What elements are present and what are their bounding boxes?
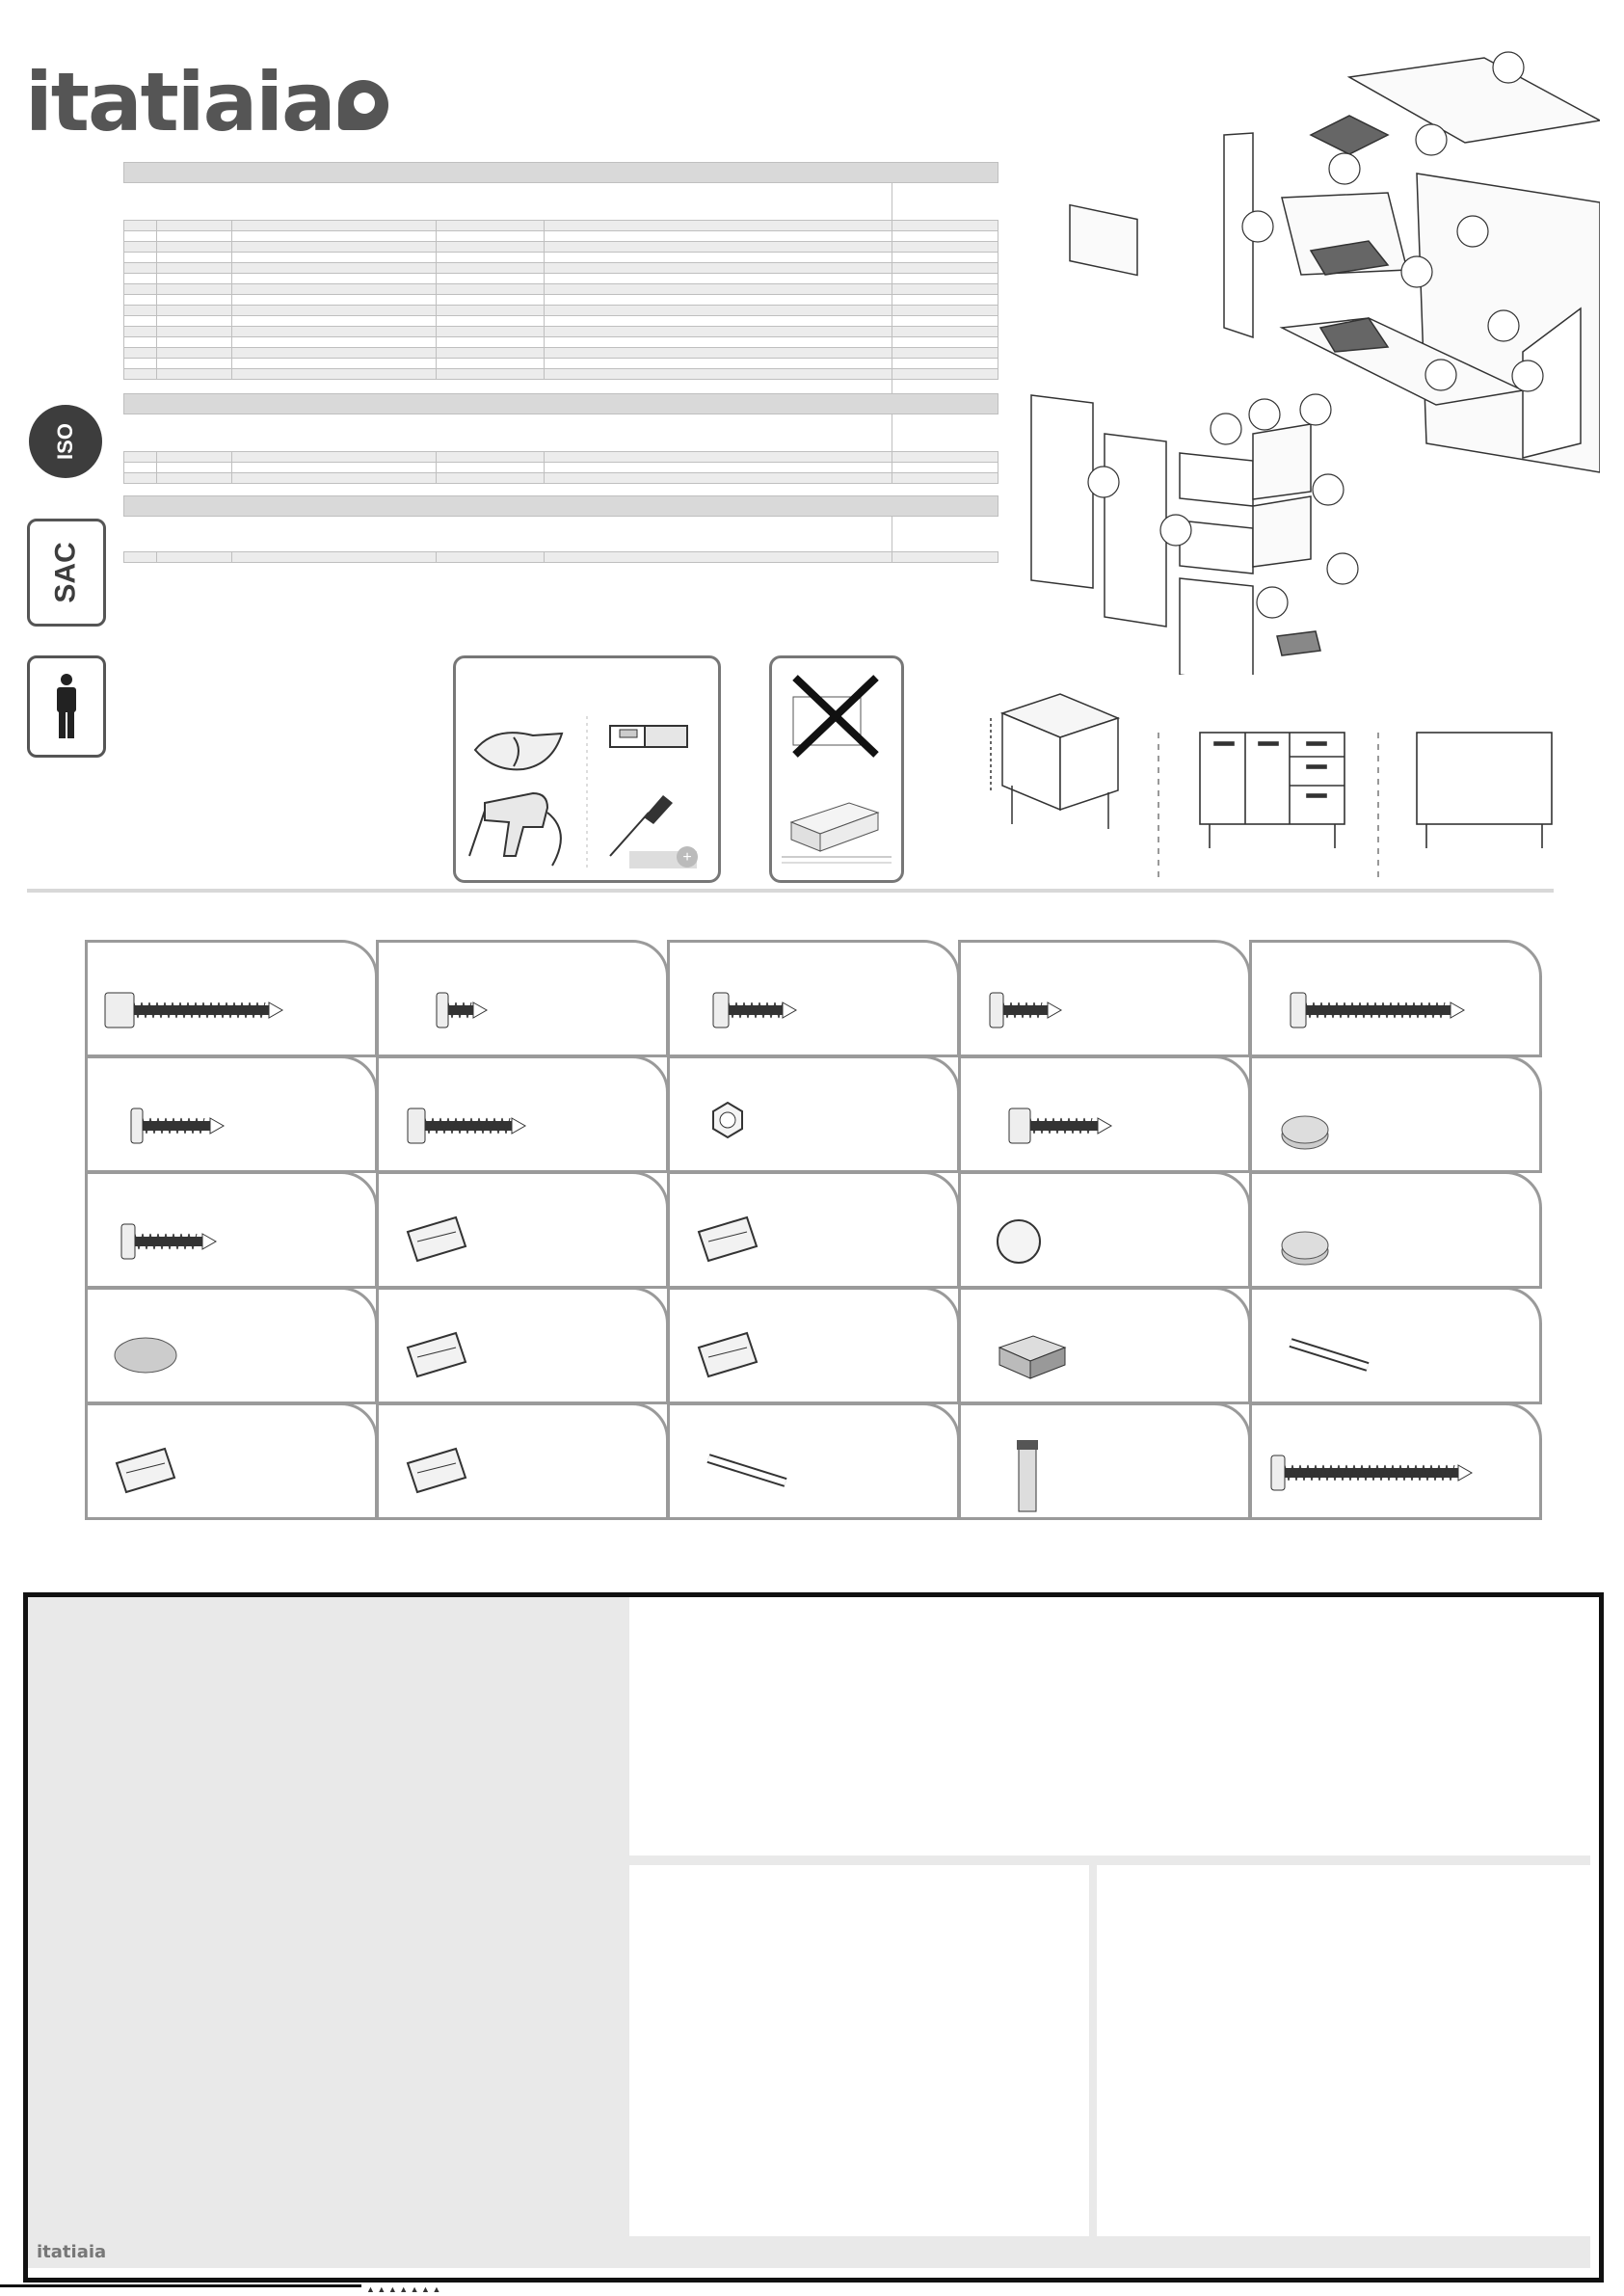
hex-nut-icon: [670, 1058, 959, 1172]
hardware-cell: [1249, 1055, 1542, 1173]
hardware-cell: [85, 1287, 378, 1404]
ruler-ticks: ▲ ▲ ▲ ▲ ▲ ▲ ▲: [366, 2284, 441, 2294]
safety-glasses-icon: [475, 733, 562, 769]
table-header-band: [124, 496, 998, 517]
small-pan-screw-icon: [961, 943, 1250, 1056]
hardware-cell: [376, 1171, 669, 1289]
footer-logo: itatiaia: [37, 2242, 107, 2262]
table-row: [124, 242, 998, 253]
cam-bolt-icon: [88, 1405, 377, 1519]
hardware-cell: [85, 940, 378, 1057]
table-row: [124, 316, 998, 327]
box-on-floor-icon: [782, 803, 892, 863]
table-row: [124, 306, 998, 316]
table-header-space: [124, 414, 998, 452]
countersunk-screw-icon: [1252, 1405, 1541, 1519]
leg-post-icon: [961, 1405, 1250, 1519]
table-row: [124, 473, 998, 484]
info-top-box: [629, 1597, 1590, 1855]
table-row: [124, 369, 998, 380]
table-row: [124, 337, 998, 348]
hardware-cell: [958, 1402, 1251, 1520]
hardware-cell: [958, 940, 1251, 1057]
hardware-cell: [667, 1287, 960, 1404]
hardware-cell: [1249, 1402, 1542, 1520]
table-row: [124, 221, 998, 231]
table-header-band: [124, 394, 998, 414]
table-row: [124, 253, 998, 263]
table-row: [124, 327, 998, 337]
cam-bushing-icon: [670, 1290, 959, 1403]
round-bumper-icon: [1252, 1174, 1541, 1288]
hinge-icon: [379, 1405, 668, 1519]
drawer-runner-icon: [1252, 1290, 1541, 1403]
table-gap: [124, 484, 998, 496]
brand-logo: [25, 55, 388, 149]
hardware-cell: [958, 1055, 1251, 1173]
hardware-cell: [376, 1055, 669, 1173]
table-row: [124, 295, 998, 306]
long-screw-with-sleeve-icon: [88, 943, 377, 1056]
sac-label: SAC: [50, 542, 82, 603]
round-head-screw-icon: [379, 1058, 668, 1172]
leveler-base-icon: [961, 1290, 1250, 1403]
flat-head-screw-icon: [88, 1058, 377, 1172]
table-row: [124, 552, 998, 563]
hardware-cell: [667, 1171, 960, 1289]
hardware-cell: [376, 1402, 669, 1520]
hardware-cell: [958, 1171, 1251, 1289]
table-gap: [124, 380, 998, 394]
table-header-space: [124, 517, 998, 552]
info-left-column: [28, 1597, 629, 2268]
table-row: [124, 231, 998, 242]
cabinet-iso-view: [991, 694, 1118, 829]
cabinet-views: [973, 675, 1561, 887]
cabinet-back-view: [1417, 733, 1552, 848]
hardware-cell: [1249, 1171, 1542, 1289]
felt-pad-icon: [1252, 1058, 1541, 1172]
brand-mark-icon: [338, 80, 388, 130]
exploded-view-diagram: [1022, 19, 1600, 675]
round-knob-icon: [961, 1174, 1250, 1288]
hardware-grid: [85, 940, 1540, 1518]
large-head-screw-icon: [961, 1058, 1250, 1172]
sac-badge: [27, 519, 106, 627]
person-badge: [27, 655, 106, 758]
warning-panel: [769, 655, 904, 883]
power-drill-icon: [469, 793, 561, 866]
table-header-space: [124, 183, 998, 221]
cabinet-front-view: [1200, 733, 1344, 848]
hardware-cell: [667, 940, 960, 1057]
tools-panel: [453, 655, 721, 883]
iso-label: ISO: [53, 423, 77, 460]
table-row: [124, 263, 998, 274]
table-header-band: [124, 163, 998, 183]
bracket-icon: [379, 1174, 668, 1288]
table-row: [124, 284, 998, 295]
print-ruler: [0, 2284, 675, 2296]
table-row: [124, 359, 998, 369]
ruler-bar: [0, 2284, 361, 2287]
hardware-cell: [958, 1287, 1251, 1404]
info-column-separator: [1089, 1865, 1097, 2268]
svg-text:+: +: [682, 849, 692, 866]
hardware-cell: [376, 1287, 669, 1404]
long-pan-screw-icon: [1252, 943, 1541, 1056]
info-separator: [629, 1855, 1590, 1865]
parts-table: [123, 162, 998, 563]
latch-clip-icon: [379, 1290, 668, 1403]
brand-wordmark: itatiaia: [25, 55, 334, 149]
sleeve-insert-icon: [670, 1174, 959, 1288]
hardware-cell: [85, 1055, 378, 1173]
spirit-level-icon: [610, 726, 687, 747]
hardware-cell: [667, 1402, 960, 1520]
hardware-cell: [1249, 1287, 1542, 1404]
aluminum-profile-icon: [670, 1405, 959, 1519]
hardware-cell: [1249, 940, 1542, 1057]
table-row: [124, 348, 998, 359]
hardware-cell: [667, 1055, 960, 1173]
person-icon: [52, 673, 81, 740]
hardware-cell: [376, 940, 669, 1057]
table-row: [124, 274, 998, 284]
hardware-cell: [85, 1171, 378, 1289]
info-bottom-band: [629, 2236, 1590, 2268]
screwdriver-icon: [610, 795, 698, 868]
table-row: [124, 463, 998, 473]
pan-head-screw-icon: [670, 943, 959, 1056]
wall-plug-icon: [88, 1174, 377, 1288]
hardware-cell: [85, 1402, 378, 1520]
cover-cap-icon: [88, 1290, 377, 1403]
table-row: [124, 452, 998, 463]
section-divider: [27, 889, 1554, 893]
iso-badge: [29, 405, 102, 478]
short-flat-screw-icon: [379, 943, 668, 1056]
cross-mark-icon: [793, 678, 876, 755]
